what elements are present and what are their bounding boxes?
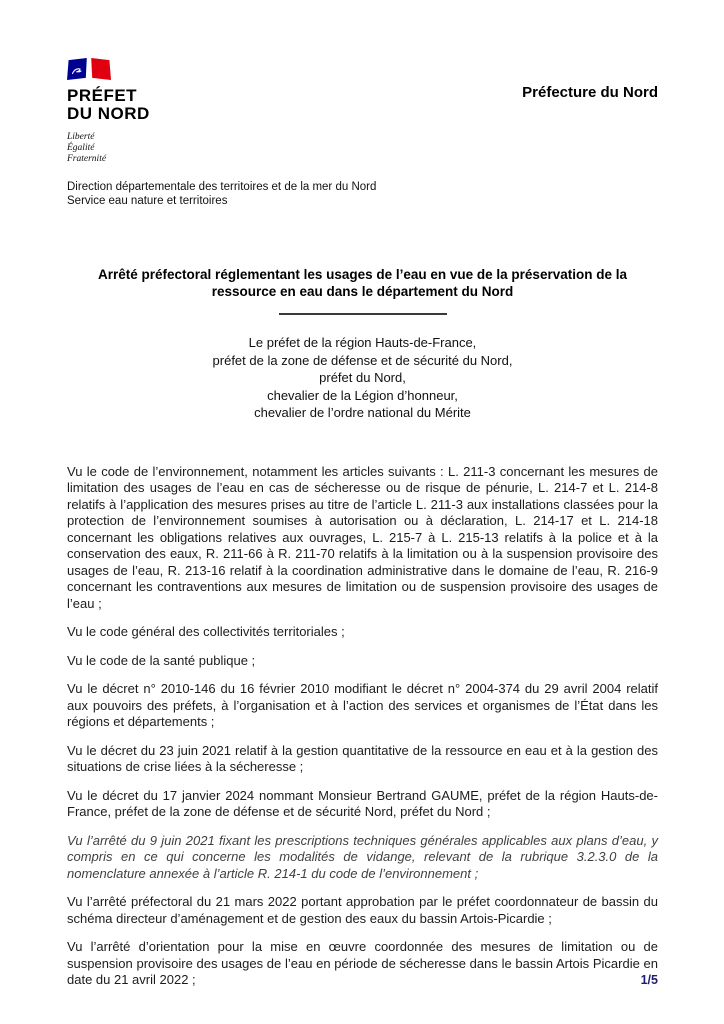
preamble-line: préfet de la zone de défense et de sécurité du Nord, <box>212 352 513 368</box>
motto-line: Liberté <box>67 132 95 142</box>
body-paragraph: Vu le décret du 17 janvier 2024 nommant Monsieur Bertrand GAUME, préfet de la région Hauts-de-France, préfet de la zone de défense et de sécurité Nord, préfet du Nord ; <box>67 787 658 819</box>
header <box>67 58 658 165</box>
page-number: 1/5 <box>640 973 658 987</box>
preamble-line: préfet du Nord, <box>319 370 406 385</box>
document-body <box>67 464 658 989</box>
motto-line: Égalité <box>67 143 95 153</box>
body-paragraph: Vu l’arrêté préfectoral du 21 mars 2022 portant approbation par le préfet coordonnateur de bassin du schéma directeur d’aménagement et de gestion des eaux du bassin Artois-Picardie ; <box>67 894 658 926</box>
logo-prefet-line2: DU NORD <box>67 104 150 123</box>
republic-motto <box>67 132 327 165</box>
preamble-line: chevalier de l’ordre national du Mérite <box>254 405 471 420</box>
body-paragraph: Vu le code de l’environnement, notamment les articles suivants : L. 211-3 concernant les mesures de limitation des usages de l’eau en cas de sécheresse ou de risque de pénurie, L. 214-7 et L. 214-8 relatifs à l’application des mesures prises au titre de l’article L. 211-3 aux installations classées pour la protection de l’environnement soumises à autorisation ou à déclaration, L. 214-17 et L. 214-18 concernant les obligations relatives aux ouvrages, L. 215-7 à L. 215-13 relatifs à la police et à la conservation des eaux, R. 211-66 à R. 211-70 relatifs à la limitation ou à la suspension provisoire des usages de l’eau, R. 213-16 relatif à la coordination administrative dans le domaine de l’eau, R. 216-9 concernant les contraventions aux mesures de limitation ou de suspension provisoire des usages de l’eau ; <box>67 463 658 611</box>
body-paragraph: Vu le code général des collectivités territoriales ; <box>67 624 345 639</box>
issuing-service <box>67 180 658 208</box>
prefet-du-nord-logo <box>67 58 327 165</box>
preamble <box>67 334 658 422</box>
french-republic-flag-icon <box>67 58 111 80</box>
title-divider <box>279 313 447 315</box>
service-line: Service eau nature et territoires <box>67 195 228 207</box>
prefecture-title: Préfecture du Nord <box>522 84 658 101</box>
body-paragraph: Vu l’arrêté d’orientation pour la mise en œuvre coordonnée des mesures de limitation ou de suspension provisoire des usages de l’eau en période de sécheresse dans le bassin Artois Picardie en date du 21 avril 2022 ; <box>67 939 658 987</box>
preamble-line: chevalier de la Légion d’honneur, <box>267 387 458 403</box>
service-line: Direction départementale des territoires et de la mer du Nord <box>67 181 377 193</box>
body-paragraph: Vu l’arrêté du 9 juin 2021 fixant les prescriptions techniques générales applicables aux plans d’eau, y compris en ce qui concerne les modalités de vidange, relevant de la rubrique 3.2.3.0 de la nomenclature annexée à l’article R. 214-1 du code de l’environnement ; <box>67 832 658 881</box>
motto-line: Fraternité <box>67 154 107 164</box>
body-paragraph: Vu le code de la santé publique ; <box>67 652 256 668</box>
logo-prefet-line1: PRÉFET <box>67 86 138 105</box>
document-title: Arrêté préfectoral réglementant les usages de l’eau en vue de la préservation de la ressource en eau dans le département du Nord <box>98 267 627 299</box>
body-paragraph: Vu le décret n° 2010-146 du 16 février 2010 modifiant le décret n° 2004-374 du 29 avril 2004 relatif aux pouvoirs des préfets, à l’organisation et à l’action des services et organismes de l’État dans les régions et départements ; <box>67 681 658 729</box>
body-paragraph: Vu le décret du 23 juin 2021 relatif à la gestion quantitative de la ressource en eau et à la gestion des situations de crise liées à la sécheresse ; <box>67 742 658 774</box>
preamble-line: Le préfet de la région Hauts-de-France, <box>248 335 477 350</box>
